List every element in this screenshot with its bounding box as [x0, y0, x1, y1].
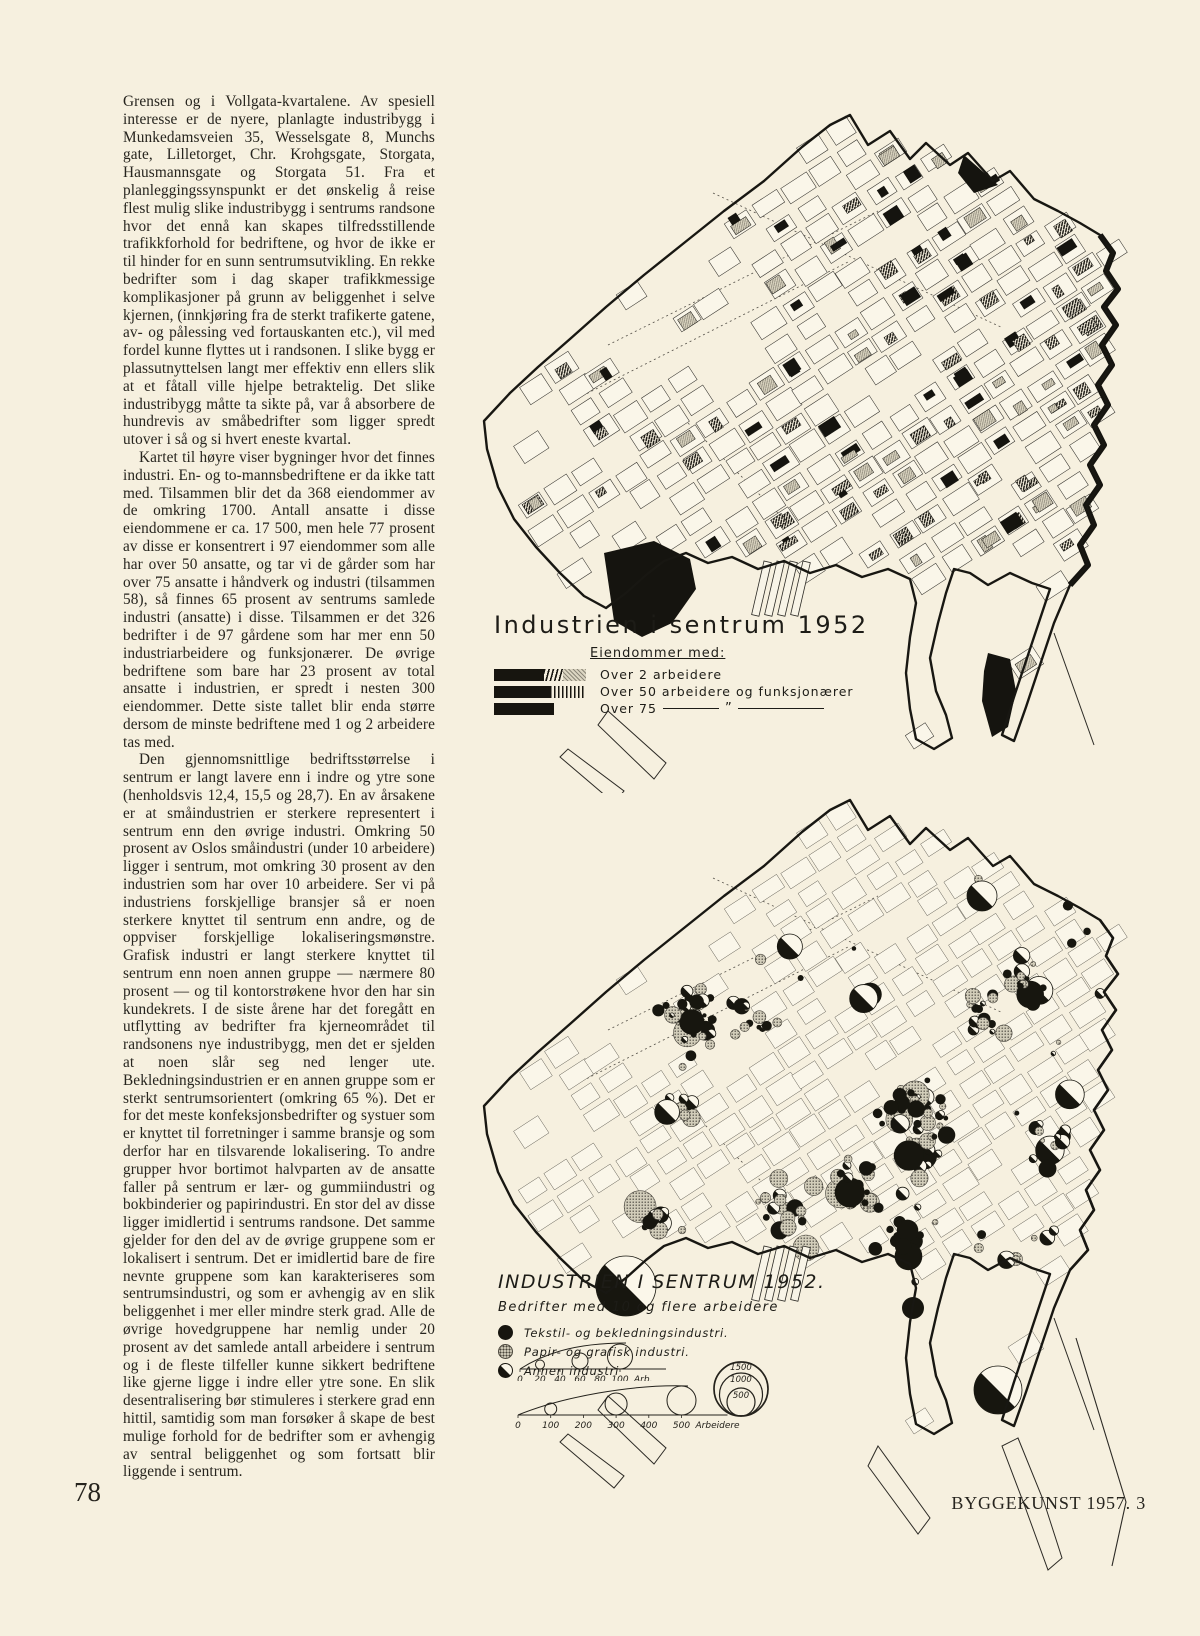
nested-circle-label: 1000	[730, 1375, 752, 1385]
scale-tick-label: 0	[517, 1375, 523, 1381]
ditto-rule	[738, 708, 824, 709]
legend-label: Annen industri	[524, 1363, 620, 1378]
nested-circle-scale	[708, 1356, 778, 1422]
swatch-segment	[563, 669, 586, 681]
scale-tick-label: 40	[554, 1375, 566, 1381]
legend-label: Papir- og grafisk industri.	[524, 1344, 690, 1359]
nested-circle-label: 500	[732, 1391, 750, 1401]
map-top-legend-heading: Eiendommer med:	[590, 646, 726, 661]
over50-swatch	[494, 686, 586, 698]
legend-label: Over 75	[600, 701, 657, 716]
scale-tick-label: 100	[542, 1421, 560, 1431]
paragraph: Grensen og i Vollgata-kvartalene. Av spesiell interesse er de nyere, planlagte industribygg i Munkedamsveien 35, Wesselsgate 8, Munchs gate, Lilletorget, Chr. Krohgsgate, Storgata, Hausmannsgate og Storgata 51. Fra et planleggingssynspunkt er det ønskelig å reise flest mulig slike industribygg i sentrums randsone hvor det ennå kan skapes tilfredsstillende trafikkforhold for bedriftene, og hvor de ikke er til hinder for en sunn sentrumsutvikling. En rekke bedrifter som i dag skaper trafikkmessige komplikasjoner på grunn av beliggenhet i selve kjernen, (innkjøring fra de sterkt trafikerte gatene, av- og pålessing ved fortauskanten etc.), vil med fordel kunne flyttes ut i randsonen. I slike bygg er plassutnyttelsen langt mer effektiv enn ellers slik at et fåtall ville hjelpe betraktelig. Det slike industribygg måtte ta sikte på, var å absorbere de hundrevis av småbedrifter som ligger spredt utover i så og si hvert eneste kvartal.	[123, 93, 435, 449]
over75-swatch	[494, 703, 586, 715]
paragraph: Kartet til høyre viser bygninger hvor det finnes industri. En- og to-mannsbedriftene er da ikke tatt med. Tilsammen blir det da 368 eiendommer av de omkring 1700. Antall ansatte i disse eiendommene er ca. 17 500, men hele 77 prosent av disse er konsentrert i 97 eiendommer som alle har over 50 ansatte, og tar vi de gårder som har over 75 ansatte i håndverk og industri (tilsammen 58), så finnes 65 prosent av sentrums samlede industri (ansatte) i disse. Tilsammen er det 326 bedrifter i de 97 gårdene som har mer enn 50 industriarbeidere og funksjonærer. De øvrige bedriftene som bare har 23 prosent av total ansatte i industrien, er spredt i nesten 300 eiendommer. Dette siste tallet blir enda større dersom de minste bedriftene med 1 og 2 arbeidere tas med.	[123, 448, 435, 751]
map-top-title: Industrien i sentrum 1952	[494, 611, 869, 639]
swatch-segment	[550, 686, 586, 698]
legend-label: Tekstil- og bekledningsindustri.	[524, 1325, 729, 1340]
nested-circle-label: 1500	[730, 1363, 752, 1373]
over2-swatch	[494, 669, 586, 681]
scale-tick-label: 400	[640, 1421, 658, 1431]
map-top-legend	[494, 611, 869, 717]
scale-tick-label: 300	[607, 1421, 625, 1431]
scale-tick-label: 100	[611, 1375, 629, 1381]
ditto-mark: ”	[724, 701, 732, 716]
page-number: 78	[74, 1477, 101, 1507]
legend-label: Over 2 arbeidere	[600, 667, 723, 682]
paragraph: Den gjennomsnittlige bedriftsstørrelse i sentrum er langt lavere enn i indre og ytre sone (henholdsvis 12,4, 15,5 og 28,7). En av årsakene er at småindustrien er sterkere representert i sentrum enn den øvrige industri. Omkring 50 prosent av Oslos småindustri (under 10 arbeidere) ligger i sentrum, mot omkring 30 prosent av den industrien som har over 10 arbeidere. Ser vi på industriens forskjellige bransjer så er noen sterkere knyttet til sentrum enn andre, og de oppviser forskjellige lokaliseringsmønstre. Grafisk industri er langt sterkere knyttet til sentrum enn noen annen gruppe — nærmere 80 prosent — og til kontorstrøkene hvor den har sin kundekrets. I de siste årene har det foregått en utflytting av bedrifter fra kjerneområdet til randsonens nye industribygg, men det er sjelden at noen slår seg ned lenger ute. Bekledningsindustrien er en annen gruppe som er sterkt sentrumsorientert (omkring 65 %). Det er for det meste konfeksjonsbedrifter og systuer som er knyttet til forretninger i samme bransje og som derfor har en tilsvarende lokalisering. To andre grupper hvor bortimot halvparten av de ansatte faller på sentrum er lær- og gummiindustri og bokbinderier og papirindustri. En stor del av disse ligger imidlertid i sentrums randsone. Det samme gjelder for den del av de øvrige gruppene som er lokalisert i sentrum. Det er imidlertid bare de fire nevnte gruppene som kan karakteriseres som sentrumsindustri, og som er avhengig av en slik beliggenhet i mer eller mindre sterk grad. Alle de øvrige hovedgruppene har nemlig under 20 prosent av det samlede antall arbeidere i sentrum og i de fleste tilfeller kunne sikkert bedriftene like gjerne ligge i indre eller ytre sone. En slik desentralisering bør stimuleres i sterkere grad enn hittil, samtidig som man forsøker å skape de best mulige forhold for de bedrifter som er avhengig av sentral beliggenhet og som fortsatt blir liggende i sentrum.	[123, 751, 435, 1481]
map-top-legend-rows	[494, 666, 869, 717]
legend-row	[494, 666, 869, 683]
journal-footer: BYGGEKUNST 1957. 3	[951, 1493, 1146, 1513]
scale-tick-label: 80	[594, 1375, 606, 1381]
scale-tick-label: 500	[672, 1421, 691, 1431]
scale-unit-label: Arb.	[634, 1375, 653, 1381]
scale-tick-label: 60	[574, 1375, 586, 1381]
swatch-segment	[494, 703, 554, 715]
map-bottom-title: INDUSTRIEN I SENTRUM 1952.	[498, 1271, 826, 1293]
legend-row	[494, 700, 869, 717]
swatch-segment	[544, 669, 563, 681]
scale-unit-label: Arbeidere	[695, 1421, 740, 1431]
swatch-segment	[494, 686, 550, 698]
scale-tick-label: 20	[534, 1375, 546, 1381]
legend-label: Over 50 arbeidere og funksjonærer	[600, 684, 854, 699]
swatch-segment	[494, 669, 544, 681]
map-bottom-subtitle: Bedrifter med 10 og flere arbeidere	[498, 1300, 779, 1315]
legend-row	[494, 683, 869, 700]
map-industry-firms-1952	[458, 778, 1145, 1573]
ditto-rule	[663, 708, 719, 709]
scale-tick-label: 0	[515, 1421, 521, 1431]
scale-tick-label: 200	[574, 1421, 592, 1431]
article-text-column	[123, 93, 435, 1481]
